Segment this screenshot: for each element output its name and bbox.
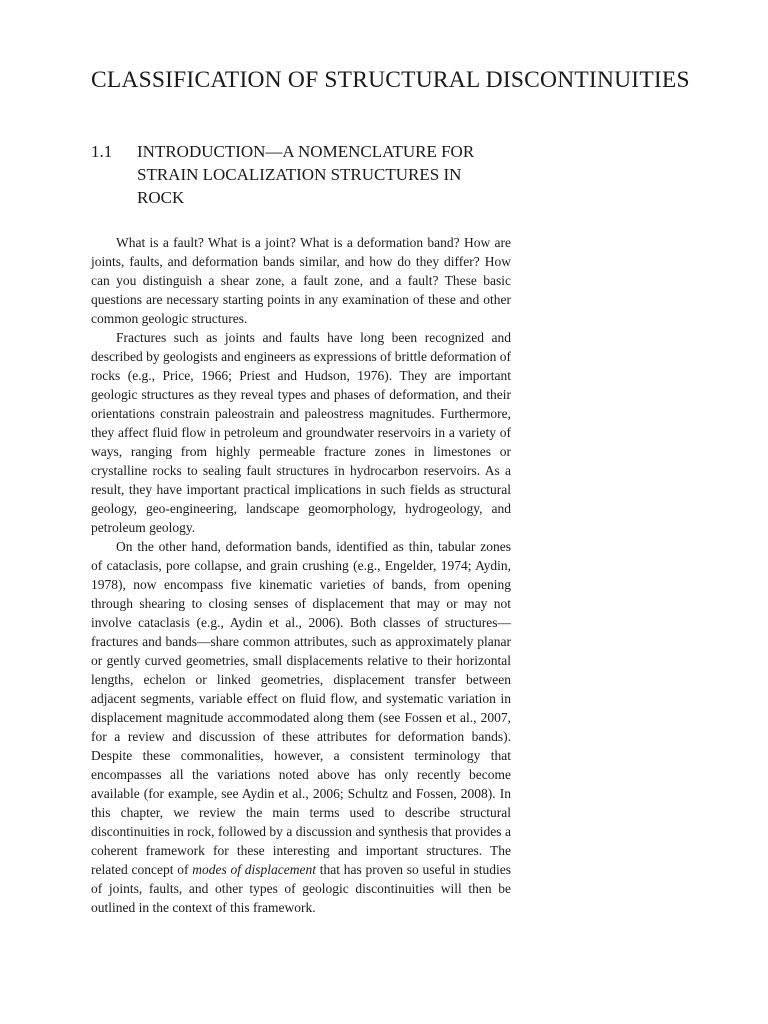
chapter-title: CLASSIFICATION OF STRUCTURAL DISCONTINUITIES: [91, 67, 690, 93]
section-number: 1.1: [91, 142, 113, 161]
paragraph-3-text-start: On the other hand, deformation bands, identified as thin, tabular zones of cataclasis, pore collapse, and grain crushing (e.g., Engelder, 1974; Aydin, 1978), now encompass five kinematic varieties of bands, from opening through shearing to closing senses of displacement that may or may not involve cataclasis (e.g., Aydin et al., 2006). Both classes of structures—fractures and bands—share common attributes, such as approximately planar or gently curved geometries, small displacements relative to their horizontal lengths, echelon or linked geometries, displacement transfer between adjacent segments, variable effect on fluid flow, and systematic variation in displacement magnitude accommodated along them (see Fossen et al., 2007, for a review and discussion of these attributes for deformation bands). Despite these commonalities, however, a consistent terminology that encompasses all the variations noted above has only recently become available (for example, see Aydin et al., 2006; Schultz and Fossen, 2008). In this chapter, we review the main terms used to describe structural discontinuities in rock, followed by a discussion and synthesis that provides a coherent framework for these interesting and important structures. The related concept of: [91, 539, 511, 877]
section-title: INTRODUCTION—A NOMENCLATURE FOR STRAIN LOCALIZATION STRUCTURES IN ROCK: [137, 142, 475, 207]
paragraph-3-text-end: that has proven so useful in studies of joints, faults, and other types of geologic discontinuities will then be outlined in the context of this framework.: [91, 862, 511, 915]
section-heading: [91, 140, 531, 209]
paragraph-3: [91, 537, 511, 917]
paragraph-2: Fractures such as joints and faults have long been recognized and described by geologists and engineers as expressions of brittle deformation of rocks (e.g., Price, 1966; Priest and Hudson, 1976). They are important geologic structures as they reveal types and phases of deformation, and their orientations constrain paleostrain and paleostress magnitudes. Furthermore, they affect fluid flow in petroleum and groundwater reservoirs in a variety of ways, ranging from highly permeable fracture zones in limestones or crystalline rocks to sealing fault structures in hydrocarbon reservoirs. As a result, they have important practical implications in such fields as structural geology, geo-engineering, landscape geomorphology, hydrogeology, and petroleum geology.: [91, 330, 511, 535]
paragraph-1: What is a fault? What is a joint? What is a deformation band? How are joints, faults, and deformation bands similar, and how do they differ? How can you distinguish a shear zone, a fault zone, and a fault? These basic questions are necessary starting points in any examination of these and other common geologic structures.: [91, 235, 511, 326]
modes-of-displacement-term: modes of displacement: [192, 862, 316, 877]
body-text: [91, 233, 511, 917]
